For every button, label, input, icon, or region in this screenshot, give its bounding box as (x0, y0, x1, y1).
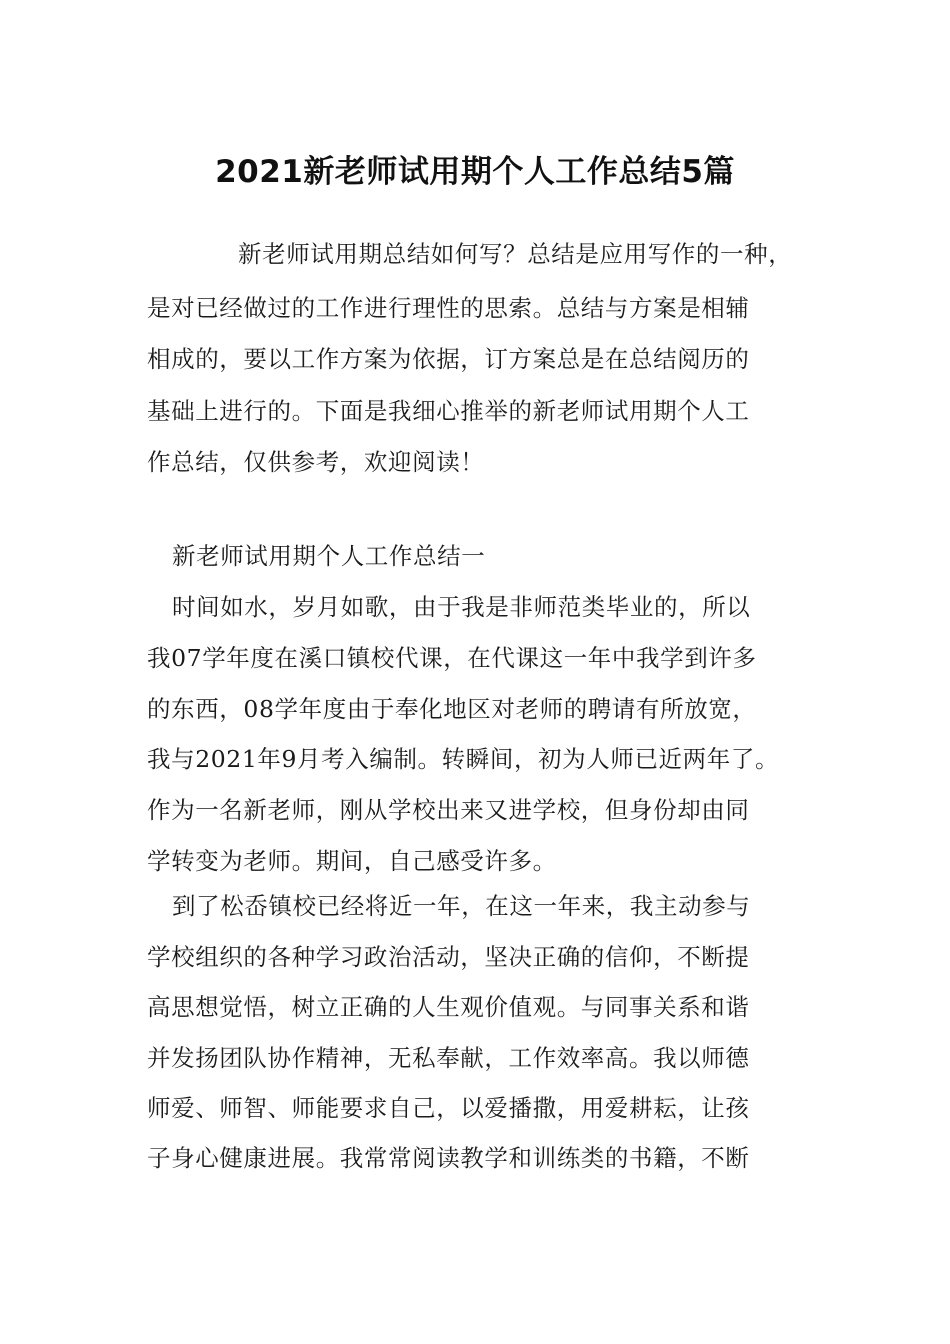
paragraph1-line-1: 时间如水，岁月如歌，由于我是非师范类毕业的，所以 (172, 593, 751, 621)
intro-line-3: 相成的，要以工作方案为依据，订方案总是在总结阅历的 (147, 345, 750, 373)
paragraph1-line-2: 我07学年度在溪口镇校代课，在代课这一年中我学到许多 (147, 644, 757, 672)
paragraph2-line-5: 师爱、师智、师能要求自己，以爱播撒，用爱耕耘，让孩 (147, 1094, 750, 1122)
intro-line-1: 新老师试用期总结如何写？总结是应用写作的一种， (238, 240, 793, 268)
section-heading: 新老师试用期个人工作总结一 (172, 542, 486, 570)
paragraph2-line-1: 到了松岙镇校已经将近一年，在这一年来，我主动参与 (172, 892, 751, 920)
paragraph1-line-3: 的东西，08学年度由于奉化地区对老师的聘请有所放宽， (147, 695, 757, 723)
document-title: 2021新老师试用期个人工作总结5篇 (215, 153, 735, 190)
intro-line-4: 基础上进行的。下面是我细心推举的新老师试用期个人工 (147, 397, 750, 425)
paragraph1-line-4: 我与2021年9月考入编制。转瞬间，初为人师已近两年了。 (147, 745, 780, 773)
intro-line-5: 作总结，仅供参考，欢迎阅读！ (147, 448, 485, 476)
paragraph1-line-5: 作为一名新老师，刚从学校出来又进学校，但身份却由同 (147, 796, 750, 824)
paragraph1-line-6: 学转变为老师。期间，自己感受许多。 (147, 847, 557, 875)
intro-line-2: 是对已经做过的工作进行理性的思索。总结与方案是相辅 (147, 294, 750, 322)
paragraph2-line-6: 子身心健康进展。我常常阅读教学和训练类的书籍，不断 (147, 1144, 750, 1172)
paragraph2-line-4: 并发扬团队协作精神，无私奉献，工作效率高。我以师德 (147, 1044, 750, 1072)
paragraph2-line-2: 学校组织的各种学习政治活动，坚决正确的信仰，不断提 (147, 943, 750, 971)
paragraph2-line-3: 高思想觉悟，树立正确的人生观价值观。与同事关系和谐 (147, 993, 750, 1021)
